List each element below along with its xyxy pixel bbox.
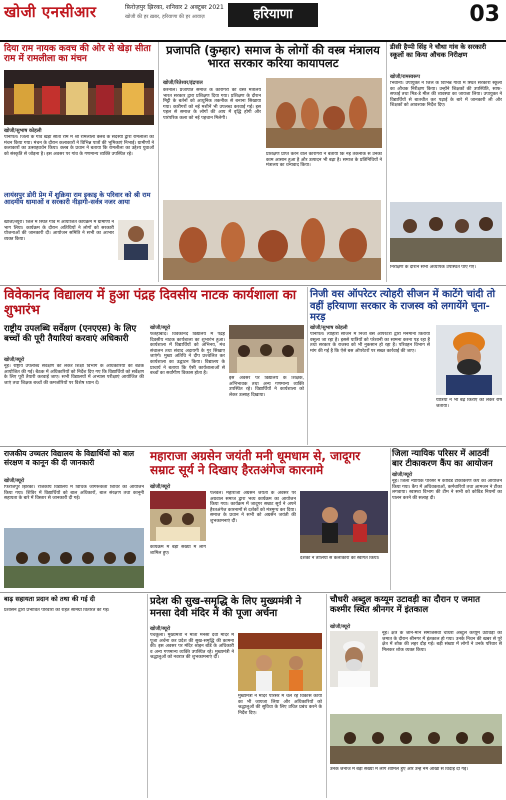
byline-agrasen: खोजी/ब्यूरो bbox=[150, 484, 171, 490]
photo-sikh-man bbox=[436, 325, 502, 395]
issue-date: फ़िरोज़पुर झिरका, शनिवार 2 अक्टूबर 2021 bbox=[125, 4, 224, 11]
body-private-bus-cont: यात्रियों ने भी बढ़े किराए को लेकर रोष जताया। bbox=[436, 398, 502, 409]
byline-vaccination: खोजी/ब्यूरो bbox=[392, 472, 413, 478]
photo-school-group bbox=[4, 528, 144, 588]
headline-prajapati: प्रजापति (कुम्हार) समाज के लोगों की वस्त्र मंत्रालय भारत सरकार करिया कायापलट bbox=[166, 43, 380, 71]
headline-vaccination: जिला न्यायिक परिसर में आठवीं बार टीकाकरण कैंप का आयोजन bbox=[392, 449, 493, 469]
body-ramlila: पानीपत। जिला के गांव खेड़ा सीता राम में श्री रामलीला क्लब के सदस्यों द्वारा रामलीला का मंचन किया गया। मंचन के दौरान कलाकारों ने विभिन्न पात्रों की भूमिकाएं निभाई। ग्रामीणों ने कलाकारों का उत्साहवर्धन किया। क्लब के प्रधान ने बताया कि रामलीला का उद्देश्य युवाओं को संस्कृति से जोड़ना है। इस अवसर पर गांव के गणमान्य व्यक्ति उपस्थित रहे। bbox=[4, 135, 154, 157]
body-lionspur: खोजी/ब्यूरो। जिले में स्थित गांव में आयोजित कार्यक्रम में ग्रामीणों ने भाग लिया। कार्यक्रम के दौरान अतिथियों ने लोगों को सरकारी योजनाओं की जानकारी दी। आयोजन समिति ने सभी का आभार व्यक्त किया। bbox=[4, 220, 114, 242]
headline-vivekanand: विवेकानंद विद्यालय में हुआ पंद्रह दिवसीय नाटक कार्यशाला का शुभारंभ bbox=[4, 288, 297, 318]
body-nas-survey: नूंह। राष्ट्रीय उपलब्धि सर्वेक्षण को लेकर शिक्षा विभाग के अधिकारियों की बैठक आयोजित की गई। बैठक में अधिकारियों को निर्देश दिए गए कि विद्यार्थियों को सर्वेक्षण के लिए पूरी तैयारी करवाई जाए। सभी विद्यालयों में अभ्यास परीक्षाएं आयोजित की जाएं तथा शिक्षक बच्चों की कमजोरियों पर विशेष ध्यान दें। bbox=[4, 364, 144, 386]
body-mansa-devi: पंचकूला। मुख्यमंत्री ने माता मनसा देवी मंदिर में पूजा अर्चना कर प्रदेश की सुख-समृद्धि की कामना की। इस अवसर पर मंदिर श्राइन बोर्ड के अधिकारी व अन्य गणमान्य व्यक्ति उपस्थित रहे। मुख्यमंत्री ने श्रद्धालुओं को नवरात्र की शुभकामनाएं दीं। bbox=[150, 633, 234, 661]
byline-dc-inspection: खोजी/रामस्वरूप bbox=[390, 74, 420, 80]
headline-agrasen: महाराजा अग्रसेन जयंती मनी धूमधाम से, जादूगर सम्राट सूर्य ने दिखाए हैरतअंगेज कारनामे bbox=[150, 449, 361, 477]
headline-abdul-qayyum: चौधरी अब्दुल कय्यूम उटावड़ी का दौरान ए जमात कश्मीर स्थित श्रीनगर में इंतकाल bbox=[330, 595, 480, 615]
byline-private-bus: खोजी/सुभाष कोहली bbox=[310, 325, 348, 331]
byline-vivekanand: खोजी/ब्यूरो bbox=[150, 325, 171, 331]
section-title: हरियाणा bbox=[228, 3, 318, 27]
body-prajapati-cont: प्रशिक्षण प्राप्त करने वाले कारीगरों ने बताया कि नई तकनीक से उनका काम आसान हुआ है और उत्पादन भी बढ़ा है। समाज के प्रतिनिधियों ने मंत्रालय का धन्यवाद किया। bbox=[266, 152, 382, 169]
body-agrasen: पलवल। महाराजा अग्रसेन जयंती के अवसर पर अग्रवाल समाज द्वारा भव्य कार्यक्रम का आयोजन किया गया। कार्यक्रम में जादूगर सम्राट सूर्य ने अपने हैरतअंगेज कारनामों से दर्शकों को मंत्रमुग्ध कर दिया। समाज के प्रधान ने सभी को अग्रसेन जयंती की शुभकामनाएं दीं। bbox=[210, 491, 296, 524]
byline-nas-survey: खोजी/ब्यूरो bbox=[4, 357, 25, 363]
photo-pottery bbox=[266, 78, 382, 148]
tagline: खोजी की हर ख़बर, हरियाणा की हर आवाज़ bbox=[125, 14, 205, 20]
body-vivekanand: फतेहाबाद। विवेकानंद विद्यालय में पंद्रह दिवसीय नाटक कार्यशाला का शुभारंभ हुआ। कार्यशाला में विद्यार्थियों को अभिनय, मंच संचालन तथा संवाद अदायगी के गुर सिखाए जाएंगे। मुख्य अतिथि ने दीप प्रज्वलित कर कार्यशाला का उद्घाटन किया। विद्यालय के प्राचार्य ने बताया कि ऐसी कार्यशालाओं से बच्चों का सर्वांगीण विकास होता है। bbox=[150, 332, 225, 377]
body-prajapati: करनाल। प्रजापति समाज के कारीगरों को वस्त्र मंत्रालय भारत सरकार द्वारा प्रशिक्षण दिया गया। प्रशिक्षण के दौरान मिट्टी के बर्तनों को आधुनिक तकनीक से बनाना सिखाया गया। कारीगरों को नई मशीनें भी उपलब्ध करवाई गई। इस पहल से समाज के लोगों की आय में वृद्धि होगी और पारंपरिक कला को नई पहचान मिलेगी। bbox=[163, 88, 261, 121]
photo-mourners bbox=[330, 714, 502, 764]
body-vivekanand-cont: इस अवसर पर विद्यालय के शिक्षक, अभिभावक तथा अन्य गणमान्य व्यक्ति उपस्थित रहे। विद्यार्थियों ने कार्यशाला को लेकर उत्साह दिखाया। bbox=[229, 376, 304, 398]
byline-mansa-devi: खोजी/ब्यूरो bbox=[150, 626, 171, 632]
photo-dc-meeting bbox=[390, 202, 502, 262]
photo-workshop bbox=[229, 325, 304, 373]
byline-ramlila: खोजी/सुभाष कोहली bbox=[4, 128, 42, 134]
body-private-bus: पानीपत। त्योहारी सीजन में निजी बस ऑपरेटरों द्वारा मनमाना किराया वसूला जा रहा है। इससे यात्रियों को परेशानी का सामना करना पड़ रहा है तथा सरकार के राजस्व को भी नुकसान हो रहा है। परिवहन विभाग से मांग की गई है कि ऐसे बस ऑपरेटरों पर सख्त कार्रवाई की जाए। bbox=[310, 332, 430, 354]
photo-ramlila bbox=[4, 70, 154, 125]
body-agrasen-cont: कार्यक्रम में बड़ी संख्या में लोग शामिल हुए। bbox=[150, 545, 206, 556]
body-flood-aid: प्रशासन द्वारा प्रभावित परिवारों को राहत सामग्री वितरित की गई। bbox=[4, 608, 110, 613]
body-agrasen-cont2: दर्शकों ने तालियों से कलाकारों का स्वागत किया। bbox=[300, 556, 380, 561]
body-abdul-qayyum: नूंह। क्षेत्र के जाने-माने समाजसेवी चौधरी अब्दुल कय्यूम उटावड़ी का जमात के दौरान श्रीनगर में इंतकाल हो गया। उनके निधन की खबर से पूरे क्षेत्र में शोक की लहर दौड़ गई। बड़ी संख्या में लोगों ने उनके परिवार से मिलकर शोक व्यक्त किया। bbox=[382, 631, 502, 653]
body-vaccination: नूंह। जिला न्यायिक परिसर में कोविड टीकाकरण कैंप का आयोजन किया गया। कैंप में अधिवक्ताओं, कर्मचारियों तथा आमजन ने टीका लगवाया। स्वास्थ्य विभाग की टीम ने सभी को कोविड नियमों का पालन करने की सलाह दी। bbox=[392, 479, 502, 501]
byline-abdul-qayyum: खोजी/ब्यूरो bbox=[330, 624, 351, 630]
body-mansa-devi-cont: मुख्यमंत्री ने मंदिर परिसर में चल रहे विकास कार्यों का भी जायजा लिया और अधिकारियों को श्रद्धालुओं की सुविधा के लिए उचित प्रबंध करने के निर्देश दिए। bbox=[238, 694, 322, 716]
headline-ramlila: दिया राम नायक कवच की ओर से खेड़ा सीता राम में रामलीला का मंचन bbox=[4, 44, 151, 65]
headline-private-bus: निजी वस ऑपरेटर त्योहरी सीजन में काटेंगे चांदी तो वहीं हरियाणा सरकार के राजस्व को लगायेंगे चूना-मरड़ bbox=[310, 289, 496, 323]
photo-abdul-qayyum bbox=[330, 631, 378, 687]
byline-school-law: खोजी/ब्यूरो bbox=[4, 478, 25, 484]
headline-school-law: राजकीय उच्चतर विद्यालय के विद्यार्थियों को बाल संरक्षण व कानून की दी जानकारी bbox=[4, 449, 135, 467]
newspaper-logo: खोजी एनसीआर bbox=[4, 3, 97, 21]
headline-nas-survey: राष्ट्रीय उपलब्धि सर्वेक्षण (एनएएस) के लिए बच्चों की पूरी तैयारियां करवाएं अधिकारी bbox=[4, 324, 137, 344]
photo-mansa-devi bbox=[238, 633, 322, 691]
headline-flood-aid: बाढ़ सहायता प्रदान को तथा की गई दी bbox=[4, 595, 95, 603]
photo-person bbox=[118, 220, 154, 260]
headline-lionspur: लायंसपुर डोरी प्रेम में शुक्रिया राम इकाइ के परिवार को श्री राम आदमीय धामाओं व सरकारी नीड़ागी-सर्वत्र नजर आया bbox=[4, 191, 151, 207]
photo-agrasen-event bbox=[150, 491, 206, 541]
body-dc-inspection-cont: निरीक्षण के दौरान सभी अध्यापक उपस्थित पाए गए। bbox=[390, 265, 476, 270]
page-number: 03 bbox=[469, 2, 500, 27]
photo-pots-2 bbox=[163, 200, 381, 280]
headline-dc-inspection: डीसी हैप्पी सिंह ने चौथा गांव के सरकारी स्कूलों का किया औचक निरीक्षण bbox=[390, 43, 487, 59]
body-dc-inspection: भिवानी। उपायुक्त ने जिले के विभिन्न गांवों में स्थित सरकारी स्कूलों का औचक निरीक्षण किया। उन्होंने शिक्षकों की उपस्थिति, साफ-सफाई तथा मिड-डे मील की व्यवस्था का जायजा लिया। उपायुक्त ने विद्यार्थियों से बातचीत कर पढ़ाई के बारे में जानकारी ली और शिक्षकों को आवश्यक निर्देश दिए। bbox=[390, 81, 502, 109]
body-school-law: फिरोजपुर झिरका। राजकीय विद्यालय में विधिक जागरूकता शिविर का आयोजन किया गया। शिविर में विद्यार्थियों को बाल अधिकारों, बाल संरक्षण तथा कानूनी सहायता के बारे में विस्तार से जानकारी दी गई। bbox=[4, 485, 144, 502]
body-abdul-qayyum-cont: उनके जनाजे में बड़ी संख्या में लोग शामिल हुए और उन्हें नम आंखों से विदाई दी गई। bbox=[330, 767, 468, 772]
headline-mansa-devi: प्रदेश की सुख-समृद्धि के लिए मुख्यमंत्री ने मनसा देवी मंदिर में की पूजा अर्चना bbox=[150, 596, 302, 619]
byline-prajapati: खोजी/रितेश्वर/इंद्रपाल bbox=[163, 80, 203, 86]
masthead bbox=[0, 0, 506, 42]
photo-magician bbox=[300, 491, 388, 553]
